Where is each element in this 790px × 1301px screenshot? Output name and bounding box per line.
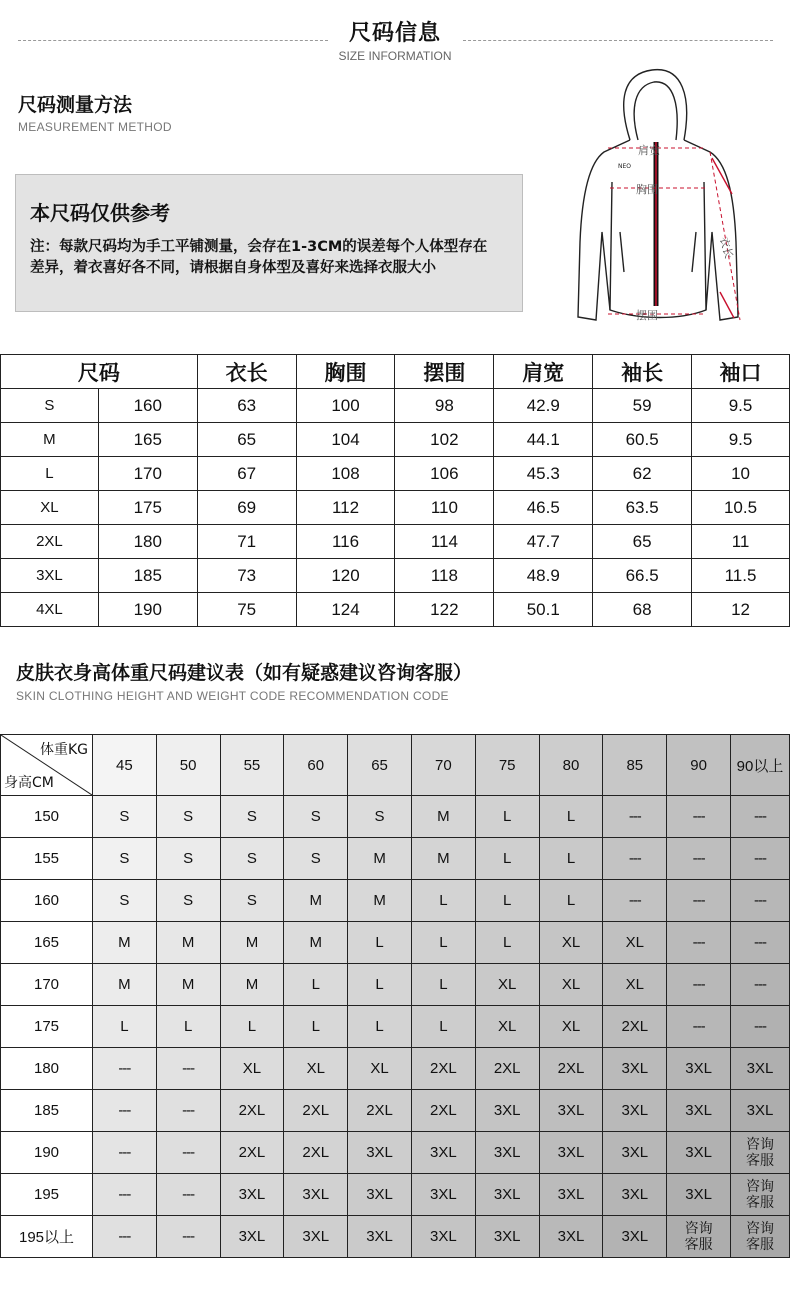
corner-cell [1,735,93,796]
size-recommendation-cell: --- [93,1090,157,1132]
size-recommendation-cell: 咨询 客服 [731,1216,790,1258]
diagram-label-shoulder: 肩宽 [638,144,660,157]
size-cell-shoulder: 47.7 [494,525,593,559]
size-recommendation-cell: 2XL [220,1132,284,1174]
size-cell-cuff: 9.5 [692,423,790,457]
size-cell-length: 73 [197,559,296,593]
height-value: 185 [1,1090,93,1132]
size-recommendation-cell: --- [93,1174,157,1216]
size-recommendation-cell: 3XL [603,1132,667,1174]
weight-header: 60 [284,735,348,796]
size-recommendation-cell: --- [731,838,790,880]
size-recommendation-cell: --- [603,880,667,922]
size-recommendation-cell: 2XL [539,1048,603,1090]
size-cell-chest: 112 [296,491,395,525]
weight-header: 85 [603,735,667,796]
weight-header: 90以上 [731,735,790,796]
size-recommendation-cell: 3XL [539,1090,603,1132]
size-cell-sleeve-length: 63.5 [593,491,692,525]
header-shoulder: 肩宽 [494,355,593,389]
size-table-row [1,491,790,525]
size-recommendation-cell: L [411,964,475,1006]
size-recommendation-cell: 2XL [411,1090,475,1132]
size-recommendation-cell: XL [284,1048,348,1090]
size-recommendation-cell: 3XL [220,1174,284,1216]
size-recommendation-cell: 3XL [603,1216,667,1258]
size-recommendation-cell: XL [348,1048,412,1090]
diagram-label-length: 衣长 [717,235,736,261]
size-cell-length: 65 [197,423,296,457]
size-table-header [1,355,790,389]
weight-header: 90 [667,735,731,796]
size-cell-cuff: 11 [692,525,790,559]
measure-subtitle: MEASUREMENT METHOD [18,120,172,134]
height-axis-label: 身高CM [4,775,54,791]
size-recommendation-cell: L [539,880,603,922]
size-recommendation-cell: L [475,838,539,880]
size-cell-length: 67 [197,457,296,491]
size-recommendation-cell: 2XL [220,1090,284,1132]
size-cell-hem: 118 [395,559,494,593]
weight-header: 80 [539,735,603,796]
size-recommendation-cell: L [475,796,539,838]
diagram-label-hem: 摆围 [636,309,658,322]
size-cell-shoulder: 50.1 [494,593,593,627]
size-recommendation-cell: M [156,922,220,964]
size-recommendation-cell: 3XL [475,1216,539,1258]
size-recommendation-cell: 3XL [411,1174,475,1216]
size-recommendation-cell: XL [539,1006,603,1048]
size-recommendation-cell: 3XL [539,1216,603,1258]
size-cell-shoulder: 44.1 [494,423,593,457]
size-recommendation-cell: --- [731,796,790,838]
size-table [0,354,790,627]
size-cell-shoulder: 46.5 [494,491,593,525]
size-table-row [1,525,790,559]
size-recommendation-cell: M [348,880,412,922]
size-cell-chest: 100 [296,389,395,423]
recommendation-header-row [1,735,790,796]
size-recommendation-cell: L [348,964,412,1006]
size-recommendation-cell: M [93,922,157,964]
size-recommendation-cell: 3XL [731,1090,790,1132]
size-recommendation-cell: XL [603,964,667,1006]
size-recommendation-cell: 3XL [348,1216,412,1258]
size-recommendation-cell: M [93,964,157,1006]
recommendation-row [1,1174,790,1216]
size-recommendation-cell: S [284,796,348,838]
size-cell-sleeve-length: 68 [593,593,692,627]
size-cell-sleeve-length: 60.5 [593,423,692,457]
size-cell-size: XL [1,491,99,525]
size-recommendation-cell: S [220,838,284,880]
size-cell-cuff: 10 [692,457,790,491]
size-recommendation-cell: L [475,922,539,964]
size-recommendation-cell: 3XL [284,1174,348,1216]
jacket-measurement-diagram [560,62,775,332]
size-cell-sleeve-length: 66.5 [593,559,692,593]
size-recommendation-cell: M [156,964,220,1006]
size-recommendation-cell: --- [603,796,667,838]
size-recommendation-cell: --- [731,922,790,964]
size-cell-shoulder: 42.9 [494,389,593,423]
recommendation-row [1,838,790,880]
size-cell-sleeve-length: 62 [593,457,692,491]
size-recommendation-cell: 3XL [348,1132,412,1174]
diagram-brand-text: NEO [618,163,632,170]
page-title: 尺码信息 [348,21,441,46]
weight-header: 55 [220,735,284,796]
recommendation-row [1,880,790,922]
size-cell-size: 2XL [1,525,99,559]
reference-note-box [15,174,523,312]
size-cell-length: 71 [197,525,296,559]
height-value: 170 [1,964,93,1006]
height-value: 195以上 [1,1216,93,1258]
size-recommendation-cell: L [220,1006,284,1048]
size-recommendation-cell: S [156,880,220,922]
size-recommendation-cell: --- [156,1090,220,1132]
size-recommendation-cell: 3XL [475,1174,539,1216]
recommendation-row [1,1006,790,1048]
size-recommendation-cell: 3XL [667,1174,731,1216]
size-recommendation-cell: M [220,922,284,964]
size-cell-size: 4XL [1,593,99,627]
size-cell-chest: 104 [296,423,395,457]
size-cell-hem: 102 [395,423,494,457]
size-recommendation-cell: --- [93,1216,157,1258]
size-recommendation-cell: --- [603,838,667,880]
size-recommendation-cell: --- [667,838,731,880]
recommendation-row [1,922,790,964]
size-recommendation-cell: --- [731,964,790,1006]
recommend-title: 皮肤衣身高体重尺码建议表（如有疑惑建议咨询客服） [16,662,473,684]
height-value: 165 [1,922,93,964]
size-recommendation-cell: XL [539,964,603,1006]
size-recommendation-cell: --- [156,1174,220,1216]
size-recommendation-cell: S [93,796,157,838]
size-cell-height: 165 [98,423,197,457]
size-recommendation-cell: L [348,1006,412,1048]
size-recommendation-cell: 咨询 客服 [731,1132,790,1174]
size-cell-chest: 116 [296,525,395,559]
size-cell-length: 75 [197,593,296,627]
size-recommendation-cell: --- [731,1006,790,1048]
weight-header: 75 [475,735,539,796]
size-recommendation-cell: L [411,880,475,922]
size-table-row [1,559,790,593]
header-cuff: 袖口 [692,355,790,389]
size-recommendation-cell: L [475,880,539,922]
size-recommendation-cell: S [156,838,220,880]
size-cell-height: 170 [98,457,197,491]
size-recommendation-cell: 2XL [411,1048,475,1090]
size-recommendation-cell: 3XL [603,1174,667,1216]
size-recommendation-cell: S [93,838,157,880]
header-sleeve-length: 袖长 [593,355,692,389]
size-recommendation-cell: M [348,838,412,880]
height-value: 175 [1,1006,93,1048]
weight-header: 70 [411,735,475,796]
header-hem: 摆围 [395,355,494,389]
size-cell-hem: 106 [395,457,494,491]
size-cell-shoulder: 45.3 [494,457,593,491]
size-cell-cuff: 11.5 [692,559,790,593]
size-cell-hem: 122 [395,593,494,627]
size-recommendation-cell: M [411,796,475,838]
height-value: 160 [1,880,93,922]
size-cell-cuff: 9.5 [692,389,790,423]
size-recommendation-cell: --- [156,1132,220,1174]
size-recommendation-cell: 3XL [411,1132,475,1174]
recommend-subtitle: SKIN CLOTHING HEIGHT AND WEIGHT CODE RECOMMENDATION CODE [16,689,449,703]
size-recommendation-cell: 2XL [284,1132,348,1174]
recommendation-table-body [1,735,790,1258]
size-recommendation-cell: M [220,964,284,1006]
size-cell-size: 3XL [1,559,99,593]
size-recommendation-cell: --- [93,1132,157,1174]
weight-header: 50 [156,735,220,796]
size-recommendation-cell: 2XL [475,1048,539,1090]
size-cell-size: S [1,389,99,423]
size-cell-cuff: 10.5 [692,491,790,525]
size-recommendation-cell: --- [667,796,731,838]
size-cell-height: 190 [98,593,197,627]
recommendation-row [1,1048,790,1090]
size-recommendation-cell: L [348,922,412,964]
size-recommendation-cell: --- [667,964,731,1006]
size-recommendation-cell: 3XL [731,1048,790,1090]
size-recommendation-cell: 3XL [667,1090,731,1132]
size-cell-cuff: 12 [692,593,790,627]
size-recommendation-cell: L [411,1006,475,1048]
size-recommendation-cell: 咨询 客服 [667,1216,731,1258]
size-recommendation-cell: M [411,838,475,880]
size-recommendation-cell: 3XL [475,1090,539,1132]
size-recommendation-cell: XL [475,1006,539,1048]
size-recommendation-cell: L [539,838,603,880]
height-value: 155 [1,838,93,880]
size-recommendation-cell: 3XL [539,1174,603,1216]
header-chest: 胸围 [296,355,395,389]
diagram-label-chest: 胸围 [636,183,658,196]
size-recommendation-cell: --- [731,880,790,922]
size-recommendation-cell: --- [93,1048,157,1090]
page-subtitle: SIZE INFORMATION [338,49,452,63]
size-recommendation-cell: L [539,796,603,838]
recommendation-row [1,1216,790,1258]
size-cell-sleeve-length: 59 [593,389,692,423]
size-recommendation-cell: S [348,796,412,838]
size-recommendation-cell: S [220,880,284,922]
measure-title: 尺码测量方法 [18,94,133,116]
recommendation-row [1,796,790,838]
size-recommendation-cell: S [284,838,348,880]
height-value: 150 [1,796,93,838]
size-table-body [1,389,790,627]
size-cell-size: M [1,423,99,457]
weight-header: 65 [348,735,412,796]
size-cell-hem: 114 [395,525,494,559]
size-recommendation-cell: 3XL [539,1132,603,1174]
size-cell-size: L [1,457,99,491]
recommendation-row [1,1090,790,1132]
size-cell-chest: 124 [296,593,395,627]
size-recommendation-cell: M [284,922,348,964]
size-recommendation-cell: --- [156,1048,220,1090]
note-title: 本尺码仅供参考 [30,201,170,225]
size-recommendation-cell: 3XL [220,1216,284,1258]
size-recommendation-cell: L [93,1006,157,1048]
size-cell-height: 180 [98,525,197,559]
size-cell-chest: 120 [296,559,395,593]
size-cell-height: 160 [98,389,197,423]
size-recommendation-cell: --- [667,922,731,964]
note-text: 注：每款尺码均为手工平铺测量，会存在1-3CM的误差每个人体型存在差异，着衣喜好各不同，请根据自身体型及喜好来选择衣服大小 [30,239,488,276]
size-recommendation-cell: 2XL [284,1090,348,1132]
size-table-row [1,593,790,627]
weight-header: 45 [93,735,157,796]
size-recommendation-cell: XL [475,964,539,1006]
size-cell-height: 175 [98,491,197,525]
header-length: 衣长 [197,355,296,389]
recommendation-row [1,964,790,1006]
size-recommendation-cell: L [284,1006,348,1048]
size-recommendation-cell: 3XL [603,1090,667,1132]
size-cell-sleeve-length: 65 [593,525,692,559]
size-recommendation-cell: L [411,922,475,964]
size-recommendation-cell: XL [603,922,667,964]
size-cell-chest: 108 [296,457,395,491]
size-recommendation-cell: 3XL [411,1216,475,1258]
size-cell-hem: 98 [395,389,494,423]
size-recommendation-cell: --- [667,1006,731,1048]
size-recommendation-cell: S [220,796,284,838]
size-table-row [1,457,790,491]
size-recommendation-cell: 3XL [284,1216,348,1258]
size-recommendation-cell: 2XL [348,1090,412,1132]
size-recommendation-cell: 3XL [348,1174,412,1216]
size-recommendation-cell: 3XL [475,1132,539,1174]
size-recommendation-cell: 3XL [603,1048,667,1090]
recommendation-row [1,1132,790,1174]
header-size: 尺码 [1,355,198,389]
size-recommendation-cell: 3XL [667,1048,731,1090]
size-cell-length: 69 [197,491,296,525]
height-value: 180 [1,1048,93,1090]
size-cell-length: 63 [197,389,296,423]
size-recommendation-cell: L [284,964,348,1006]
size-recommendation-cell: 2XL [603,1006,667,1048]
size-recommendation-cell: M [284,880,348,922]
size-cell-shoulder: 48.9 [494,559,593,593]
weight-axis-label: 体重KG [39,742,88,758]
height-value: 195 [1,1174,93,1216]
size-recommendation-cell: --- [667,880,731,922]
size-cell-hem: 110 [395,491,494,525]
size-recommendation-cell: XL [220,1048,284,1090]
size-recommendation-cell: --- [156,1216,220,1258]
size-recommendation-cell: S [93,880,157,922]
size-recommendation-cell: 3XL [667,1132,731,1174]
size-recommendation-cell: S [156,796,220,838]
size-table-row [1,423,790,457]
size-cell-height: 185 [98,559,197,593]
size-table-row [1,389,790,423]
size-recommendation-cell: XL [539,922,603,964]
height-value: 190 [1,1132,93,1174]
size-recommendation-cell: L [156,1006,220,1048]
recommendation-table [0,734,790,1258]
size-recommendation-cell: 咨询 客服 [731,1174,790,1216]
